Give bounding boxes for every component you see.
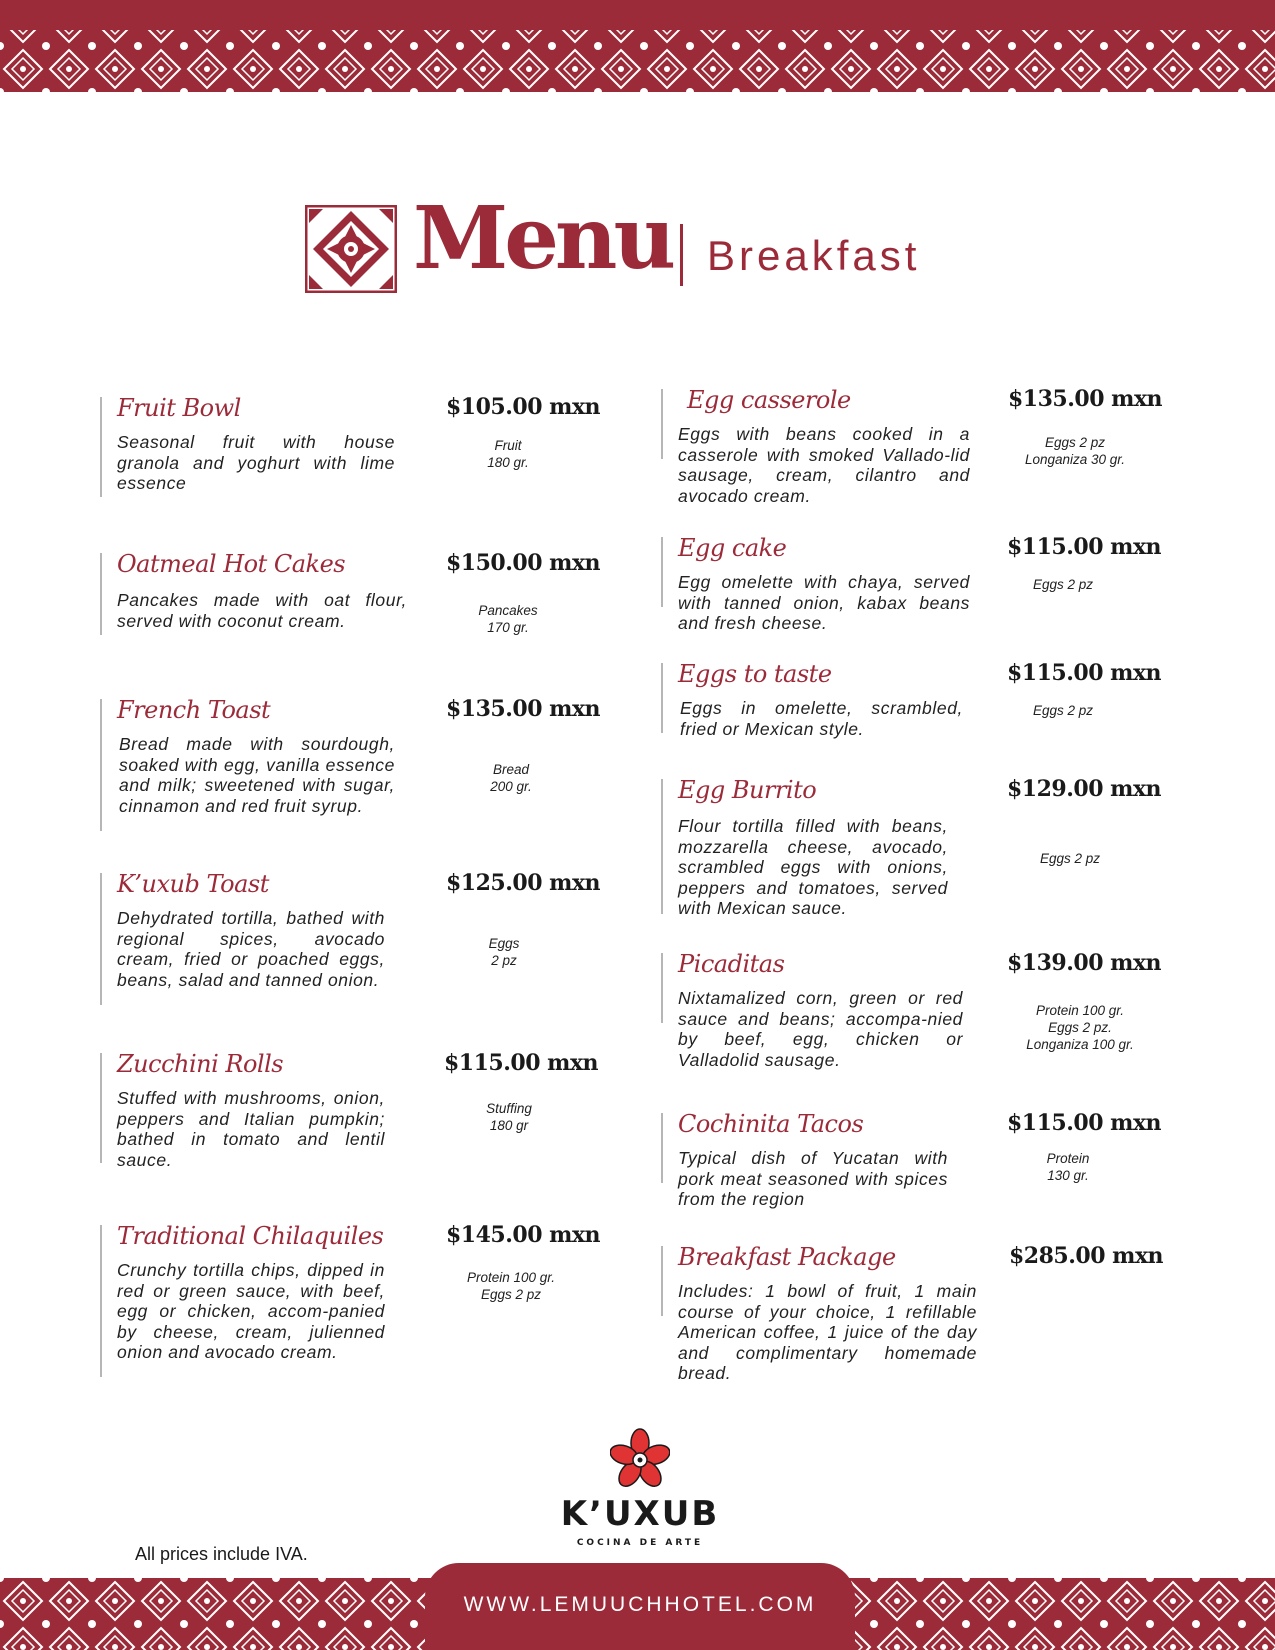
item-name: Breakfast Package — [678, 1243, 896, 1271]
item-portion: Protein 130 gr. — [1046, 1151, 1090, 1183]
item-name: Eggs to taste — [678, 660, 832, 688]
item-portion: Bread 200 gr. — [490, 762, 532, 794]
ornament-icon — [305, 205, 397, 293]
item-accent-bar — [100, 1053, 102, 1163]
menu-header — [305, 188, 985, 292]
item-portion: Eggs 2 pz — [1032, 703, 1094, 718]
item-price: $115.00 mxn — [1007, 534, 1162, 560]
item-name: Fruit Bowl — [117, 394, 241, 422]
item-description: Stuffed with mushrooms, onion, peppers and Italian pumpkin; bathed in tomato and lentil sauce. — [117, 1088, 385, 1170]
website-link[interactable]: WWW.LEMUUCHHOTEL.COM — [463, 1593, 817, 1616]
item-name: French Toast — [117, 696, 271, 724]
item-price: $105.00 mxn — [446, 394, 601, 420]
item-price: $150.00 mxn — [446, 550, 601, 576]
item-portion: Eggs 2 pz — [488, 936, 520, 968]
item-accent-bar — [661, 389, 663, 459]
menu-title: Menu — [413, 188, 672, 289]
item-description: Nixtamalized corn, green or red sauce and beans; accompa-nied by beef, egg, chicken or Valladolid sausage. — [678, 988, 963, 1070]
item-price: $145.00 mxn — [446, 1222, 601, 1248]
item-description: Egg omelette with chaya, served with tanned onion, kabax beans and fresh cheese. — [678, 572, 970, 633]
item-name: Zucchini Rolls — [117, 1050, 284, 1078]
pattern-graphic — [0, 0, 1275, 92]
item-description: Eggs with beans cooked in a casserole with smoked Vallado-lid sausage, cream, cilantro and avocado cream. — [678, 424, 970, 506]
brand-tagline: COCINA DE ARTE — [576, 1538, 704, 1548]
flower-icon — [610, 1428, 670, 1490]
item-accent-bar — [661, 953, 663, 1023]
item-portion: Stuffing 180 gr — [486, 1101, 532, 1133]
item-description: Includes: 1 bowl of fruit, 1 main course of your choice, 1 refillable American coffee, 1 juice of the day and complimentary homemade bread. — [678, 1281, 977, 1383]
item-portion: Fruit 180 gr. — [487, 438, 529, 470]
item-description: Bread made with sourdough, soaked with egg, vanilla essence and milk; sweetened with sugar, cinnamon and red fruit syrup. — [119, 734, 395, 816]
item-portion: Eggs 2 pz — [1032, 577, 1094, 592]
brand-name: K’UXUB — [560, 1494, 720, 1534]
item-description: Flour tortilla filled with beans, mozzarella cheese, avocado, scrambled eggs with onions, peppers and tomatoes, served with Mexican sauce. — [678, 816, 948, 918]
item-accent-bar — [661, 1246, 663, 1316]
brand-logo — [555, 1428, 725, 1548]
item-portion: Protein 100 gr. Eggs 2 pz — [466, 1270, 556, 1302]
item-name: K’uxub Toast — [117, 870, 269, 898]
item-name: Egg Burrito — [678, 776, 817, 804]
item-price: $125.00 mxn — [446, 870, 601, 896]
item-description: Seasonal fruit with house granola and yoghurt with lime essence — [117, 432, 395, 493]
item-description: Eggs in omelette, scrambled, fried or Mexican style. — [680, 698, 963, 739]
item-accent-bar — [661, 779, 663, 914]
item-price: $129.00 mxn — [1007, 776, 1162, 802]
item-price: $285.00 mxn — [1009, 1243, 1164, 1269]
item-portion: Eggs 2 pz Longaniza 30 gr. — [1024, 435, 1126, 467]
item-name: Picaditas — [678, 950, 785, 978]
item-accent-bar — [100, 553, 102, 635]
item-description: Typical dish of Yucatan with pork meat seasoned with spices from the region — [678, 1148, 948, 1209]
item-description: Dehydrated tortilla, bathed with regional spices, avocado cream, fried or poached eggs, beans, salad and tanned onion. — [117, 908, 385, 990]
section-title: Breakfast — [707, 232, 921, 279]
item-portion: Protein 100 gr. Eggs 2 pz. Longaniza 100 gr. — [1026, 1003, 1134, 1052]
item-price: $135.00 mxn — [446, 696, 601, 722]
item-accent-bar — [661, 663, 663, 733]
item-portion: Pancakes 170 gr. — [478, 603, 538, 635]
item-accent-bar — [100, 873, 102, 1005]
top-decorative-border — [0, 0, 1275, 92]
item-portion: Eggs 2 pz — [1039, 851, 1101, 866]
item-accent-bar — [661, 1113, 663, 1183]
item-accent-bar — [100, 1225, 102, 1377]
item-name: Egg casserole — [687, 386, 851, 414]
item-description: Pancakes made with oat flour, served with coconut cream. — [117, 590, 407, 631]
item-price: $115.00 mxn — [444, 1050, 599, 1076]
website-tab — [425, 1563, 855, 1650]
item-accent-bar — [661, 537, 663, 607]
item-price: $139.00 mxn — [1007, 950, 1162, 976]
item-name: Egg cake — [678, 534, 787, 562]
item-name: Traditional Chilaquiles — [117, 1222, 384, 1250]
title-divider — [680, 224, 683, 286]
item-accent-bar — [100, 397, 102, 497]
item-description: Crunchy tortilla chips, dipped in red or green sauce, with beef, egg or chicken, accom-panied by cheese, cream, julienned onion and avocado cream. — [117, 1260, 385, 1362]
item-price: $115.00 mxn — [1007, 660, 1162, 686]
item-accent-bar — [100, 699, 102, 831]
item-name: Oatmeal Hot Cakes — [117, 550, 346, 578]
item-price: $135.00 mxn — [1008, 386, 1163, 412]
item-price: $115.00 mxn — [1007, 1110, 1162, 1136]
iva-note: All prices include IVA. — [135, 1544, 308, 1564]
item-name: Cochinita Tacos — [678, 1110, 864, 1138]
